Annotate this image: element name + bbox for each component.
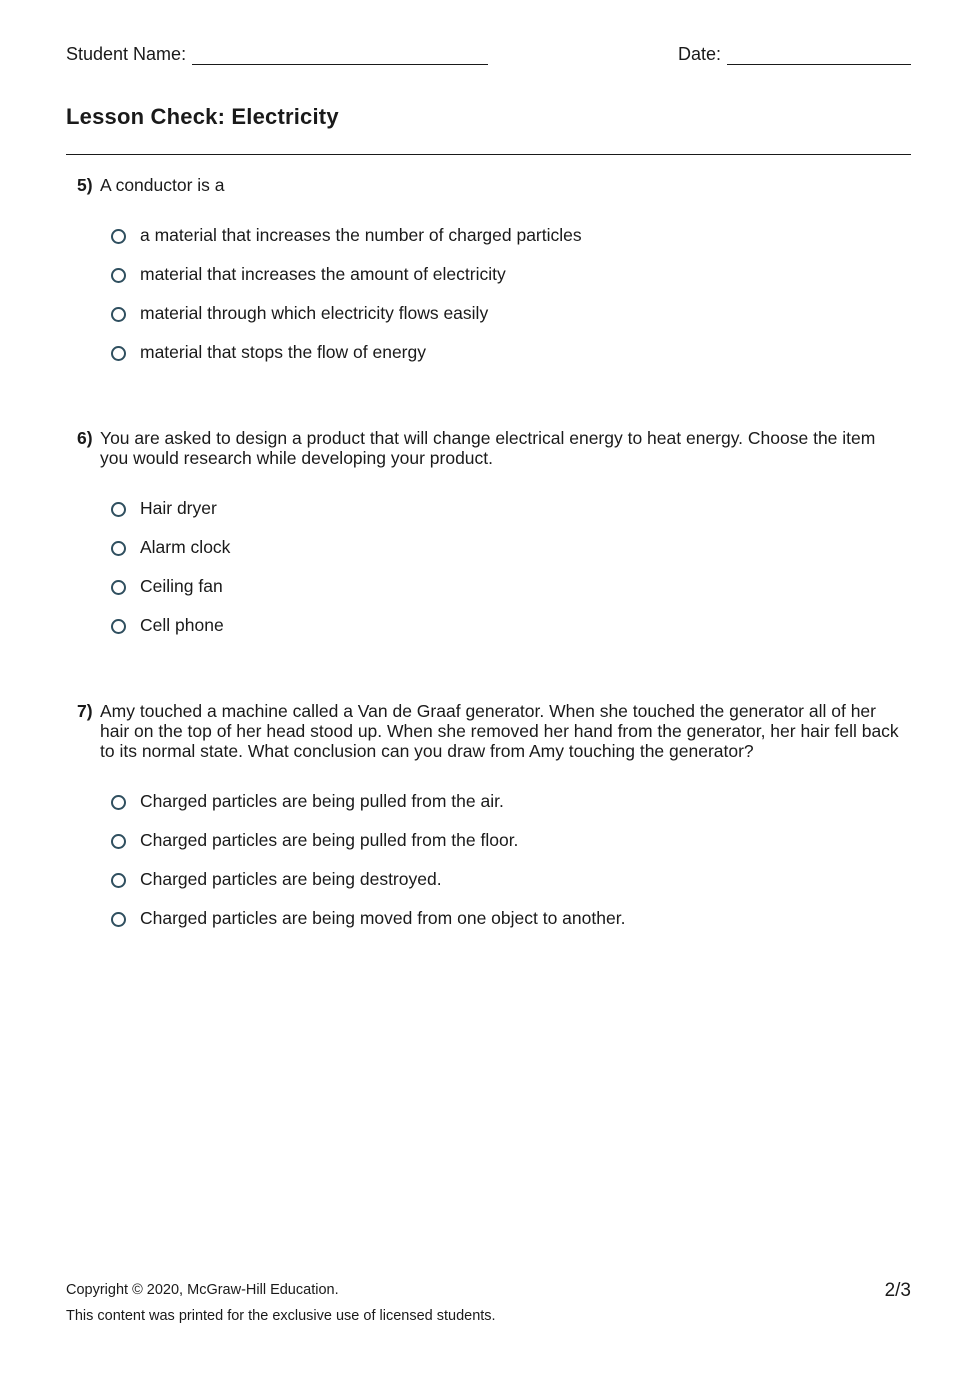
option-label: material that increases the amount of electricity (140, 263, 506, 284)
question-text: You are asked to design a product that will change electrical energy to heat energy. Choose the item you would research while developing your product. (100, 428, 876, 468)
radio-button[interactable] (111, 307, 126, 322)
question-5 (77, 175, 899, 371)
radio-button[interactable] (111, 619, 126, 634)
page-title: Lesson Check: Electricity (66, 104, 339, 129)
student-name-blank[interactable] (192, 48, 488, 65)
radio-button[interactable] (111, 580, 126, 595)
answer-option[interactable] (111, 898, 899, 937)
header-row (66, 44, 911, 68)
radio-button[interactable] (111, 795, 126, 810)
answer-option[interactable] (111, 254, 899, 293)
radio-button[interactable] (111, 912, 126, 927)
question-number: 7) (77, 701, 93, 721)
answer-option[interactable] (111, 859, 899, 898)
radio-button[interactable] (111, 346, 126, 361)
student-name-field (66, 44, 488, 65)
option-label: Alarm clock (140, 536, 231, 557)
option-label: Charged particles are being destroyed. (140, 868, 442, 889)
question-text: Amy touched a machine called a Van de Graaf generator. When she touched the generator all of her hair on the top of her head stood up. When she removed her hand from the generator, her hair fell back to its normal state. What conclusion can you draw from Amy touching the generator? (100, 701, 899, 761)
answer-option[interactable] (111, 293, 899, 332)
option-label: material through which electricity flows easily (140, 302, 489, 323)
question-prompt (77, 428, 899, 468)
answer-option[interactable] (111, 566, 899, 605)
option-label: Hair dryer (140, 497, 217, 518)
answer-option[interactable] (111, 215, 899, 254)
question-prompt (77, 701, 899, 761)
answer-options (77, 781, 899, 937)
license-notice: This content was printed for the exclusive use of licensed students. (66, 1308, 496, 1324)
radio-button[interactable] (111, 834, 126, 849)
answer-option[interactable] (111, 820, 899, 859)
student-name-label: Student Name: (66, 44, 187, 64)
copyright-text: Copyright © 2020, McGraw-Hill Education. (66, 1282, 339, 1298)
page-number: 2/3 (884, 1280, 911, 1301)
radio-button[interactable] (111, 502, 126, 517)
radio-button[interactable] (111, 541, 126, 556)
question-6 (77, 428, 899, 644)
question-text: A conductor is a (100, 175, 225, 195)
question-number: 6) (77, 428, 93, 448)
answer-option[interactable] (111, 605, 899, 644)
option-label: Ceiling fan (140, 575, 223, 596)
date-field (678, 44, 911, 65)
answer-option[interactable] (111, 488, 899, 527)
answer-options (77, 215, 899, 371)
answer-option[interactable] (111, 781, 899, 820)
radio-button[interactable] (111, 268, 126, 283)
answer-options (77, 488, 899, 644)
option-label: a material that increases the number of charged particles (140, 224, 582, 245)
question-prompt (77, 175, 899, 195)
option-label: material that stops the flow of energy (140, 341, 426, 362)
question-7 (77, 701, 899, 937)
question-number: 5) (77, 175, 93, 195)
option-label: Charged particles are being pulled from the floor. (140, 829, 519, 850)
option-label: Cell phone (140, 614, 224, 635)
title-divider (66, 154, 911, 155)
answer-option[interactable] (111, 527, 899, 566)
radio-button[interactable] (111, 229, 126, 244)
date-blank[interactable] (727, 48, 911, 65)
option-label: Charged particles are being pulled from the air. (140, 790, 504, 811)
radio-button[interactable] (111, 873, 126, 888)
date-label: Date: (677, 44, 721, 64)
option-label: Charged particles are being moved from one object to another. (140, 907, 626, 928)
answer-option[interactable] (111, 332, 899, 371)
